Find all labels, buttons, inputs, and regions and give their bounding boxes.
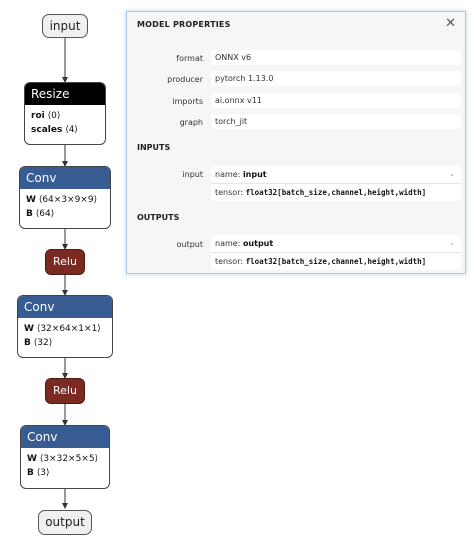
output-argument-label: output [176,240,203,249]
attr-value: ⟨3⟩ [36,468,50,478]
conv-node-title: Conv [20,167,110,189]
attr-key: W [26,195,36,205]
conv-node-1[interactable] [19,166,111,229]
attr-key: B [26,209,33,219]
attr-key: roi [31,111,45,121]
name-key: name: [215,239,243,248]
conv-node-3[interactable] [20,425,110,489]
prop-value-format[interactable]: ONNX v6 [211,50,461,65]
attr-value: ⟨64×3×9×9⟩ [38,195,98,205]
prop-label-graph: graph [179,118,203,127]
attr-value: ⟨64⟩ [35,209,55,219]
input-tensor-line [211,183,461,201]
conv-node-attrs [21,448,109,484]
prop-value-imports[interactable]: ai.onnx v11 [211,93,461,108]
prop-value-producer[interactable]: pytorch 1.13.0 [211,71,461,86]
close-icon[interactable]: ✕ [445,16,456,31]
attr-key: scales [31,125,63,135]
relu-node-2[interactable]: Relu [45,378,85,404]
tensor-key: tensor: [215,188,246,197]
chevron-down-icon[interactable]: ⌄ [449,170,455,178]
prop-label-imports: imports [172,97,203,106]
attr-key: W [24,324,34,334]
name-key: name: [215,170,243,179]
conv-node-title: Conv [21,426,109,448]
tensor-value: float32[batch_size,channel,height,width] [245,257,427,266]
chevron-down-icon[interactable]: ⌄ [449,239,455,247]
output-argument[interactable] [211,235,461,270]
panel-title: MODEL PROPERTIES [137,20,231,29]
output-tensor-line [211,252,461,270]
prop-label-producer: producer [167,75,203,84]
model-properties-panel [126,11,466,274]
attr-value: ⟨3×32×5×5⟩ [39,454,99,464]
tensor-key: tensor: [215,257,246,266]
attr-value: ⟨32×64×1×1⟩ [36,324,101,334]
conv-node-attrs [18,318,112,354]
prop-value-graph[interactable]: torch_jit [211,114,461,129]
outputs-section-title: OUTPUTS [137,213,180,222]
model-graph [0,0,130,544]
resize-node-attrs [25,105,105,141]
prop-label-format: format [176,54,203,63]
relu-node-1[interactable]: Relu [45,249,85,275]
input-node[interactable]: input [42,14,88,38]
attr-value: ⟨0⟩ [47,111,61,121]
inputs-section-title: INPUTS [137,143,171,152]
name-value: output [242,239,274,248]
input-argument[interactable] [211,166,461,201]
conv-node-title: Conv [18,296,112,318]
output-node[interactable]: output [38,510,92,535]
conv-node-2[interactable] [17,295,113,358]
conv-node-attrs [20,189,110,225]
output-name-line [211,235,461,252]
name-value: input [242,170,267,179]
resize-node[interactable] [24,82,106,145]
attr-value: ⟨4⟩ [65,125,78,135]
resize-node-title: Resize [25,83,105,105]
tensor-value: float32[batch_size,channel,height,width] [245,188,427,197]
attr-key: B [24,338,31,348]
attr-key: B [27,468,34,478]
attr-value: ⟨32⟩ [33,338,53,348]
input-name-line [211,166,461,183]
input-argument-label: input [182,170,203,179]
attr-key: W [27,454,37,464]
